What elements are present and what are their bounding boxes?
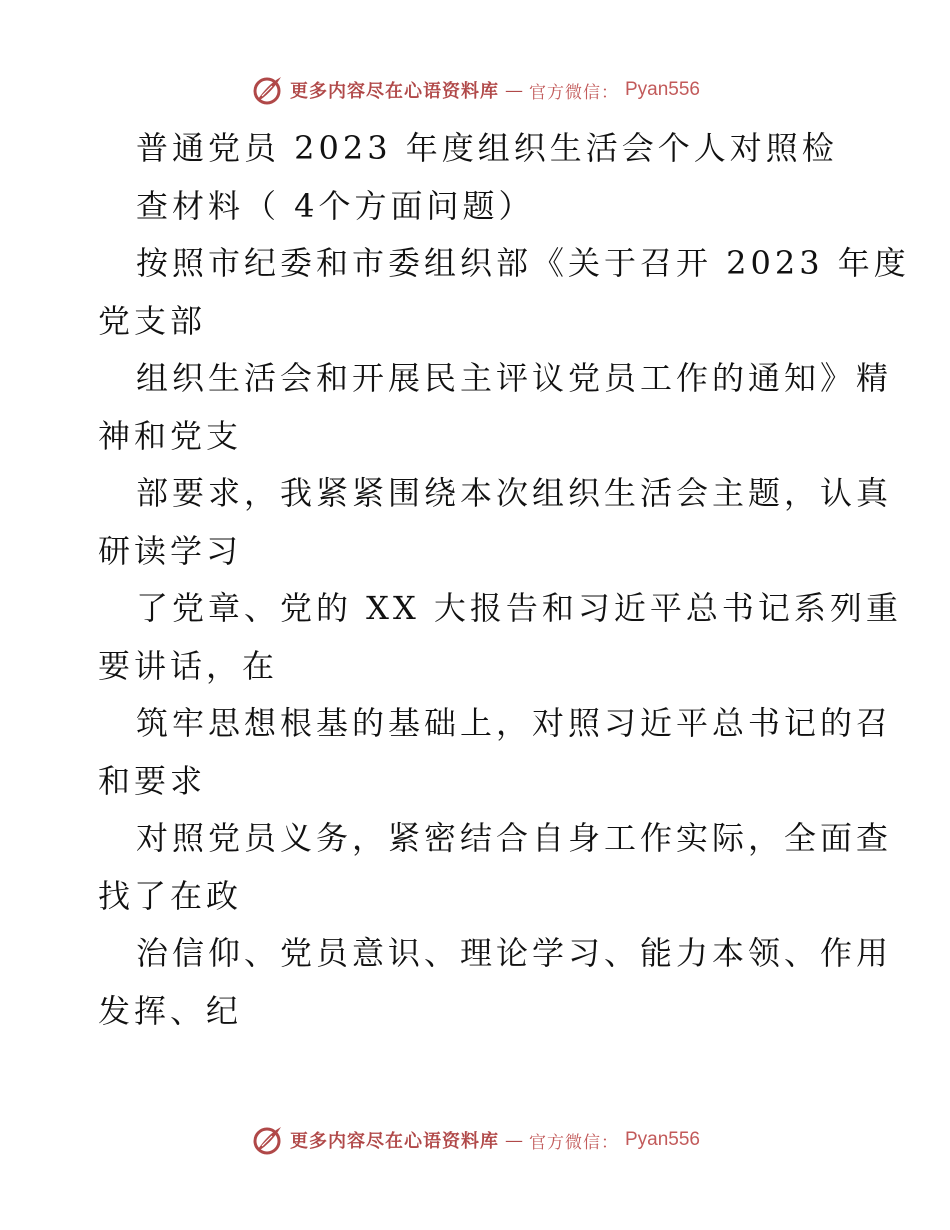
red-feather-logo-icon [250,73,284,107]
document-title-line-1: 普通党员 2023 年度组织生活会个人对照检 [136,129,838,167]
banner-sub-text: 官方微信： [528,82,619,103]
banner-account-id: Pyan556 [624,1129,700,1150]
footer-banner [0,1120,950,1160]
document-text-line: 发挥、纪 [98,991,243,1030]
document-text-line: 神和党支 [98,416,243,455]
header-banner [0,70,950,110]
banner-account-id: Pyan556 [624,79,700,100]
banner-sub-text: 官方微信： [528,1132,619,1153]
banner-dash: — [504,79,523,101]
document-text-line: 筑牢思想根基的基础上，对照习近平总书记的召 [136,704,893,742]
document-title-line-2: 查材料（ 4个方面问题） [136,186,535,225]
document-body [98,120,910,1040]
document-text-line: 部要求，我紧紧围绕本次组织生活会主题，认真 [136,474,893,512]
banner-main-text: 更多内容尽在心语资料库 [289,81,499,102]
document-text-line: 对照党员义务，紧密结合自身工作实际，全面查 [136,819,893,857]
document-text-line: 了党章、党的 XX 大报告和习近平总书记系列重 [136,589,902,627]
document-text-line: 治信仰、党员意识、理论学习、能力本领、作用 [136,934,893,972]
document-text-line: 研读学习 [98,531,243,570]
red-feather-logo-icon [250,1123,284,1157]
document-text-line: 组织生活会和开展民主评议党员工作的通知》精 [136,359,893,397]
document-text-line: 党支部 [98,301,207,340]
document-text-line: 要讲话，在 [98,646,279,685]
banner-main-text: 更多内容尽在心语资料库 [289,1131,499,1152]
document-text-line: 和要求 [98,761,207,800]
document-text-line: 按照市纪委和市委组织部《关于召开 2023 年度 [136,244,910,282]
document-text-line: 找了在政 [98,876,243,915]
banner-dash: — [504,1129,523,1151]
